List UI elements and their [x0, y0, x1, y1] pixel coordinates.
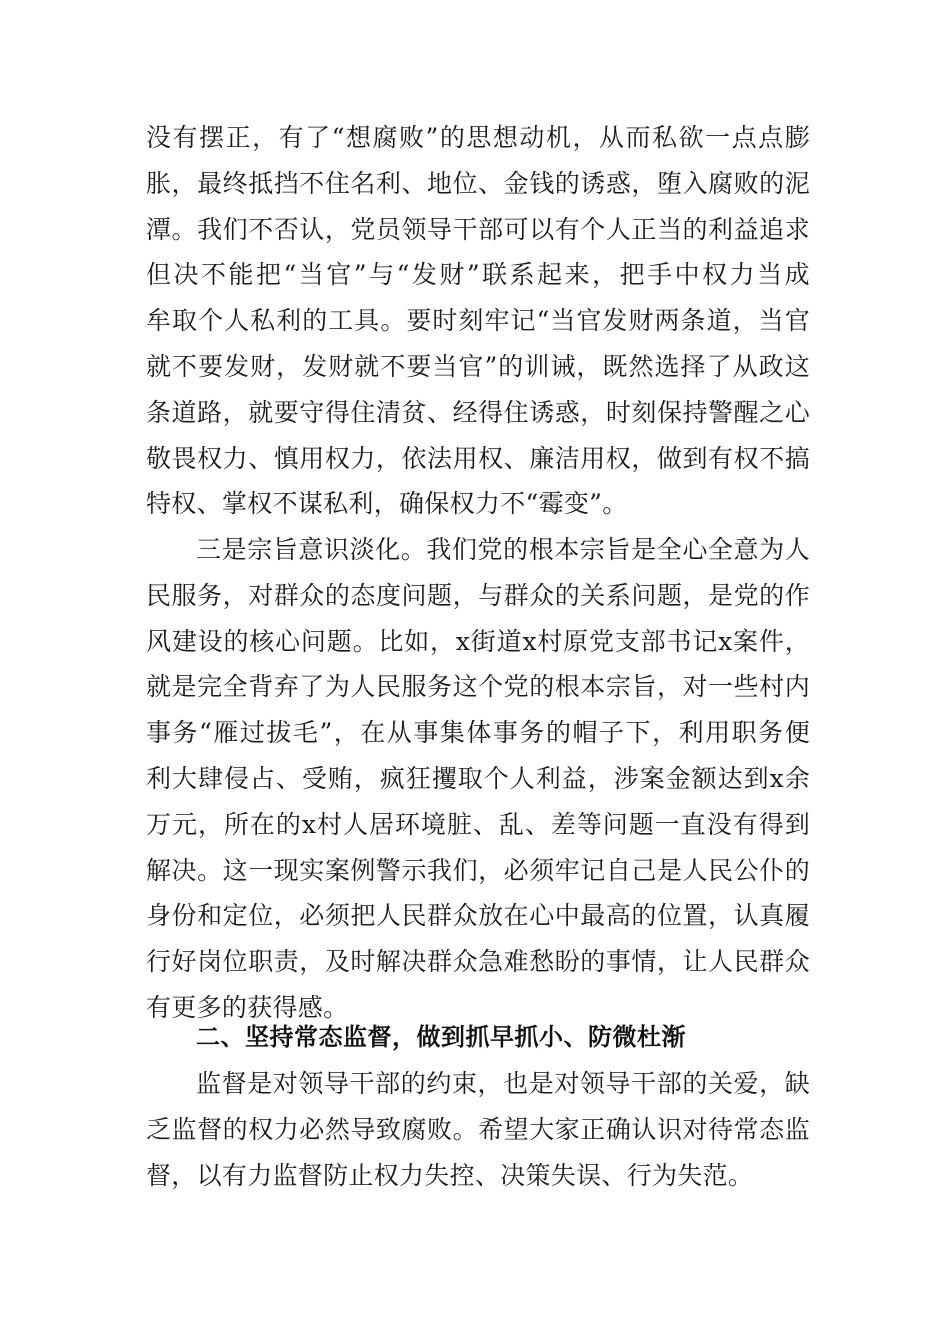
section-heading-wrapper [146, 1015, 810, 1061]
text-line: 监督是对领导干部的约束，也是对领导干部的关爱，缺 [196, 1069, 810, 1098]
text-line: 牟取个人私利的工具。要时刻牢记“当官发财两条道，当官 [146, 306, 810, 336]
text-line: 特权、掌权不谋私利，确保权力不“霉变”。 [146, 489, 628, 519]
text-line: 解决。这一现实案例警示我们，必须牢记自己是人民公仆的 [146, 855, 810, 885]
text-line: 就不要发财，发财就不要当官”的训诫，既然选择了从政这 [146, 351, 810, 381]
text-line: 利大肆侵占、受贿，疯狂攫取个人利益，涉案金额达到x余 [146, 763, 810, 793]
text-line: 乏监督的权力必然导致腐败。希望大家正确认识对待常态监 [146, 1114, 810, 1144]
text-line: 敬畏权力、慎用权力，依法用权、廉洁用权，做到有权不搞 [146, 443, 810, 473]
text-line: 风建设的核心问题。比如，x街道x村原党支部书记x案件， [146, 626, 810, 656]
text-line: 行好岗位职责，及时解决群众急难愁盼的事情，让人民群众 [146, 947, 810, 977]
text-line: 三是宗旨意识淡化。我们党的根本宗旨是全心全意为人 [196, 535, 810, 564]
text-line: 但决不能把“当官”与“发财”联系起来，把手中权力当成 [146, 260, 810, 290]
text-line: 事务“雁过拔毛”，在从事集体事务的帽子下，利用职务便 [146, 718, 810, 748]
text-line: 潭。我们不否认，党员领导干部可以有个人正当的利益追求 [146, 214, 810, 244]
text-line: 民服务，对群众的态度问题，与群众的关系问题，是党的作 [146, 580, 810, 610]
paragraph-1 [146, 115, 810, 527]
section-heading: 二、坚持常态监督，做到抓早抓小、防微杜渐 [196, 1023, 686, 1051]
text-line: 身份和定位，必须把人民群众放在心中最高的位置，认真履 [146, 901, 810, 931]
text-line: 有更多的获得感。 [146, 992, 349, 1022]
text-line: 万元，所在的x村人居环境脏、乱、差等问题一直没有得到 [146, 809, 810, 839]
text-line: 条道路，就要守得住清贫、经得住诱惑，时刻保持警醒之心 [146, 397, 810, 427]
text-line: 胀，最终抵挡不住名利、地位、金钱的诱惑，堕入腐败的泥 [146, 168, 810, 198]
paragraph-3 [146, 1061, 810, 1198]
paragraph-2 [146, 527, 810, 1031]
text-line: 督，以有力监督防止权力失控、决策失误、行为失范。 [146, 1160, 754, 1190]
text-line: 没有摆正，有了“想腐败”的思想动机，从而私欲一点点膨 [146, 123, 810, 152]
text-line: 就是完全背弃了为人民服务这个党的根本宗旨，对一些村内 [146, 672, 810, 702]
